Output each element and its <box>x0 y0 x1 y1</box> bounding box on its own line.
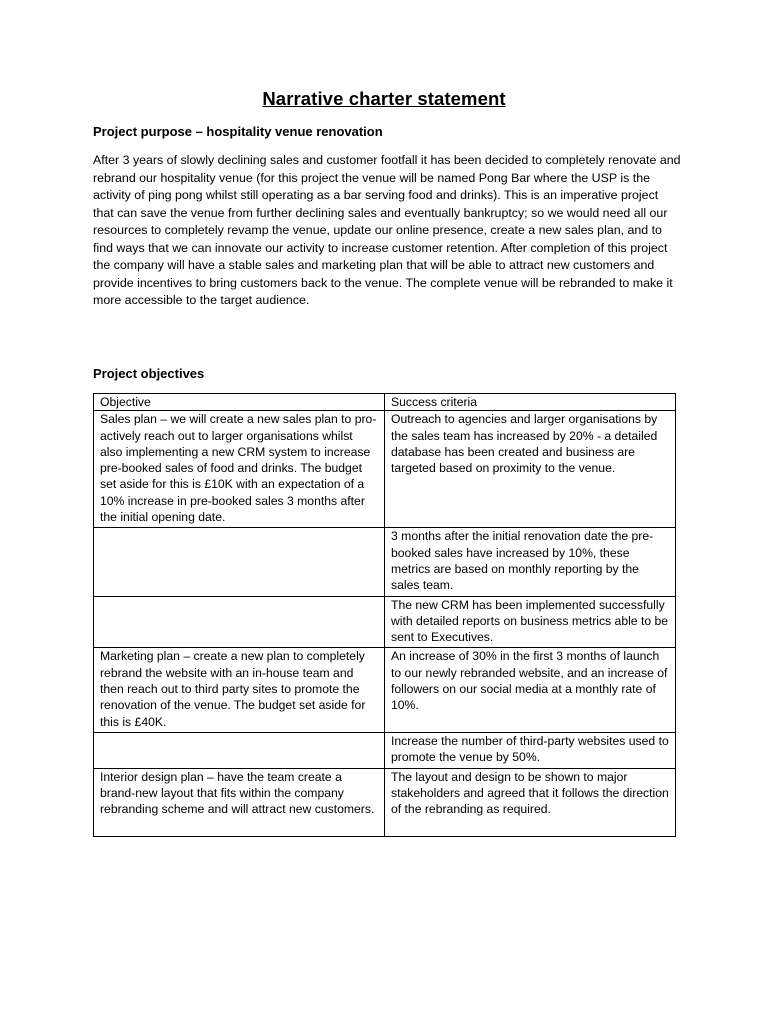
table-row <box>94 596 676 648</box>
success-criteria-cell: Outreach to agencies and larger organisations by the sales team has increased by 20% - a detailed database has been created and business are targeted based on proximity to the venue. <box>385 411 676 528</box>
objectives-table <box>93 393 676 837</box>
objective-cell: Interior design plan – have the team create a brand-new layout that fits within the company rebranding scheme and will attract new customers. <box>94 768 385 836</box>
project-purpose-heading: Project purpose – hospitality venue renovation <box>93 124 383 139</box>
success-criteria-column-header: Success criteria <box>385 394 676 411</box>
success-criteria-cell: 3 months after the initial renovation date the pre-booked sales have increased by 10%, these metrics are based on monthly reporting by the sales team. <box>385 528 676 596</box>
objective-column-header: Objective <box>94 394 385 411</box>
objective-cell <box>94 528 385 596</box>
success-criteria-cell: Increase the number of third-party websites used to promote the venue by 50%. <box>385 732 676 768</box>
table-row <box>94 411 676 528</box>
narrative-paragraph: After 3 years of slowly declining sales and customer footfall it has been decided to completely renovate and rebrand our hospitality venue (for this project the venue will be named Pong Bar where the USP is the activity of ping pong whilst still operating as a bar serving food and drinks). This is an imperative project that can save the venue from further declining sales and eventually bankruptcy; so we would need all our resources to completely revamp the venue, update our online presence, create a new sales plan, and to find ways that we can innovate our activity to increase customer retention. After completion of this project the company will have a stable sales and marketing plan that will be able to attract new customers and provide incentives to bring customers back to the venue. The complete venue will be rebranded to make it more accessible to the target audience. <box>93 153 681 307</box>
success-criteria-cell: The layout and design to be shown to major stakeholders and agreed that it follows the direction of the rebranding as required. <box>385 768 676 836</box>
document-title: Narrative charter statement <box>262 88 506 109</box>
table-row <box>94 732 676 768</box>
project-objectives-heading: Project objectives <box>93 366 205 381</box>
table-row <box>94 648 676 732</box>
success-criteria-cell: An increase of 30% in the first 3 months of launch to our newly rebranded website, and an increase of followers on our social media at a monthly rate of 10%. <box>385 648 676 732</box>
table-header-row <box>94 394 676 411</box>
objective-cell: Sales plan – we will create a new sales plan to pro-actively reach out to larger organisations whilst also implementing a new CRM system to increase pre-booked sales of food and drinks. The budget set aside for this is £10K with an expectation of a 10% increase in pre-booked sales 3 months after the initial opening date. <box>94 411 385 528</box>
success-criteria-cell: The new CRM has been implemented successfully with detailed reports on business metrics able to be sent to Executives. <box>385 596 676 648</box>
table-row <box>94 528 676 596</box>
objective-cell <box>94 596 385 648</box>
objective-cell <box>94 732 385 768</box>
objective-cell: Marketing plan – create a new plan to completely rebrand the website with an in-house team and then reach out to third party sites to promote the renovation of the venue. The budget set aside for this is £40K. <box>94 648 385 732</box>
table-row <box>94 768 676 836</box>
